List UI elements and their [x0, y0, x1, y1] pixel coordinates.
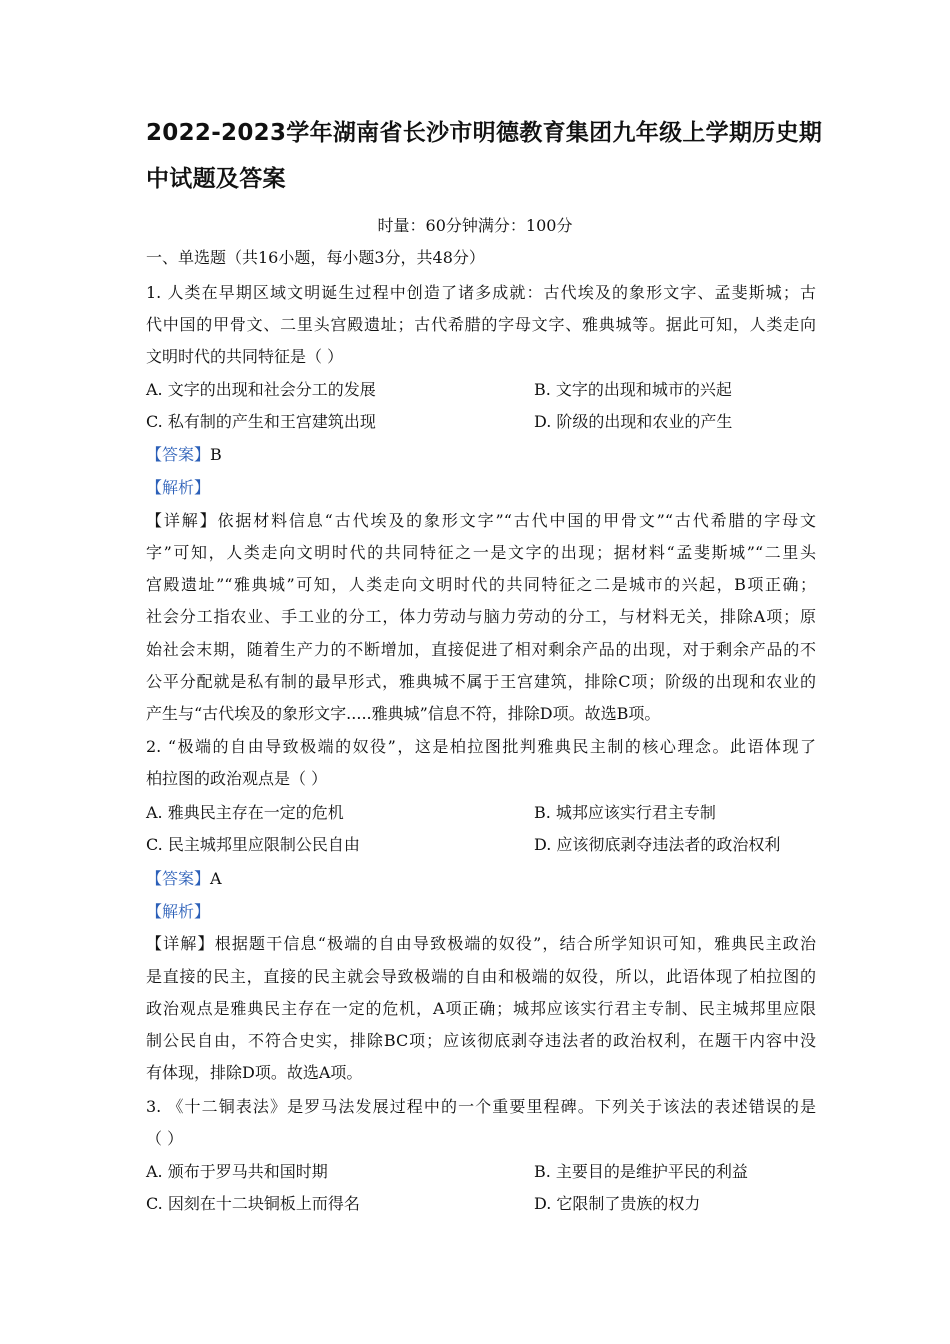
q1-detail-line: 宫殿遗址”“雅典城”可知，人类走向文明时代的共同特征之二是城市的兴起，B项正确；	[146, 575, 816, 594]
q2-option-d: D. 应该彻底剥夺违法者的政治权利	[534, 835, 781, 854]
q1-analysis-heading	[146, 478, 816, 498]
q1-detail-line: 社会分工指农业、手工业的分工，体力劳动与脑力劳动的分工，与材料无关，排除A项；原	[146, 607, 816, 626]
q2-option-b: B. 城邦应该实行君主专制	[534, 803, 716, 822]
q2-detail-line: 制公民自由，不符合史实，排除BC项；应该彻底剥夺违法者的政治权利，在题干内容中没	[146, 1031, 816, 1050]
q3-option-a: A. 颁布于罗马共和国时期	[146, 1162, 328, 1181]
q3-stem-line: 3. 《十二铜表法》是罗马法发展过程中的一个重要里程碑。下列关于该法的表述错误的是	[146, 1097, 816, 1116]
detail-tag: 【详解】	[146, 511, 218, 530]
q2-detail-line: 是直接的民主，直接的民主就会导致极端的自由和极端的奴役，所以，此语体现了柏拉图的	[146, 967, 816, 986]
exam-info: 时量：60分钟满分：100分	[377, 216, 573, 235]
q2-option-a: A. 雅典民主存在一定的危机	[146, 803, 344, 822]
detail-text: 根据题干信息“极端的自由导致极端的奴役”，结合所学知识可知，雅典民主政治	[214, 934, 816, 953]
q1-option-d: D. 阶级的出现和农业的产生	[534, 412, 733, 431]
analysis-tag: 【解析】	[146, 478, 211, 497]
q3-stem-line: （ ）	[146, 1129, 184, 1148]
detail-tag: 【详解】	[146, 934, 215, 953]
q1-detail-line: 产生与“古代埃及的象形文字.....雅典城”信息不符，排除D项。故选B项。	[146, 704, 661, 723]
answer-tag: 【答案】	[146, 445, 211, 464]
q2-detail-line	[146, 934, 816, 954]
q3-option-b: B. 主要目的是维护平民的利益	[534, 1162, 748, 1181]
q1-detail-line	[146, 511, 816, 531]
q2-stem-line: 柏拉图的政治观点是（ ）	[146, 769, 328, 788]
q1-answer	[146, 445, 816, 465]
q1-option-c: C. 私有制的产生和王宫建筑出现	[146, 412, 376, 431]
q3-option-d: D. 它限制了贵族的权力	[534, 1194, 701, 1213]
answer-value: A	[210, 869, 222, 888]
q1-option-a: A. 文字的出现和社会分工的发展	[146, 380, 376, 399]
q2-stem-line: 2. “极端的自由导致极端的奴役”，这是柏拉图批判雅典民主制的核心理念。此语体现了	[146, 737, 816, 756]
q1-stem-line: 1. 人类在早期区域文明诞生过程中创造了诸多成就：古代埃及的象形文字、孟斐斯城；古	[146, 283, 816, 302]
q1-detail-line: 始社会末期，随着生产力的不断增加，直接促进了相对剩余产品的出现，对于剩余产品的不	[146, 640, 816, 659]
q3-option-c: C. 因刻在十二块铜板上而得名	[146, 1194, 360, 1213]
q2-detail-line: 政治观点是雅典民主存在一定的危机，A项正确；城邦应该实行君主专制、民主城邦里应限	[146, 999, 816, 1018]
analysis-tag: 【解析】	[146, 902, 211, 921]
section-header: 一、单选题（共16小题，每小题3分，共48分）	[146, 248, 485, 267]
q1-stem-line: 代中国的甲骨文、二里头宫殿遗址；古代希腊的字母文字、雅典城等。据此可知，人类走向	[146, 315, 816, 334]
q2-option-c: C. 民主城邦里应限制公民自由	[146, 835, 360, 854]
answer-tag: 【答案】	[146, 869, 211, 888]
document-title: 2022-2023学年湖南省长沙市明德教育集团九年级上学期历史期中试题及答案	[146, 120, 823, 192]
detail-text: 依据材料信息“古代埃及的象形文字”“古代中国的甲骨文”“古代希腊的字母文	[217, 511, 816, 530]
q1-stem-line: 文明时代的共同特征是（ ）	[146, 347, 344, 366]
q1-option-b: B. 文字的出现和城市的兴起	[534, 380, 732, 399]
q2-detail-line: 有体现，排除D项。故选A项。	[146, 1063, 363, 1082]
q1-detail-line: 字”可知，人类走向文明时代的共同特征之一是文字的出现；据材料“孟斐斯城”“二里头	[146, 543, 816, 562]
q1-detail-line: 公平分配就是私有制的最早形式，雅典城不属于王宫建筑，排除C项；阶级的出现和农业的	[146, 672, 816, 691]
answer-value: B	[210, 445, 222, 464]
q2-analysis-heading	[146, 902, 816, 922]
q2-answer	[146, 869, 816, 889]
